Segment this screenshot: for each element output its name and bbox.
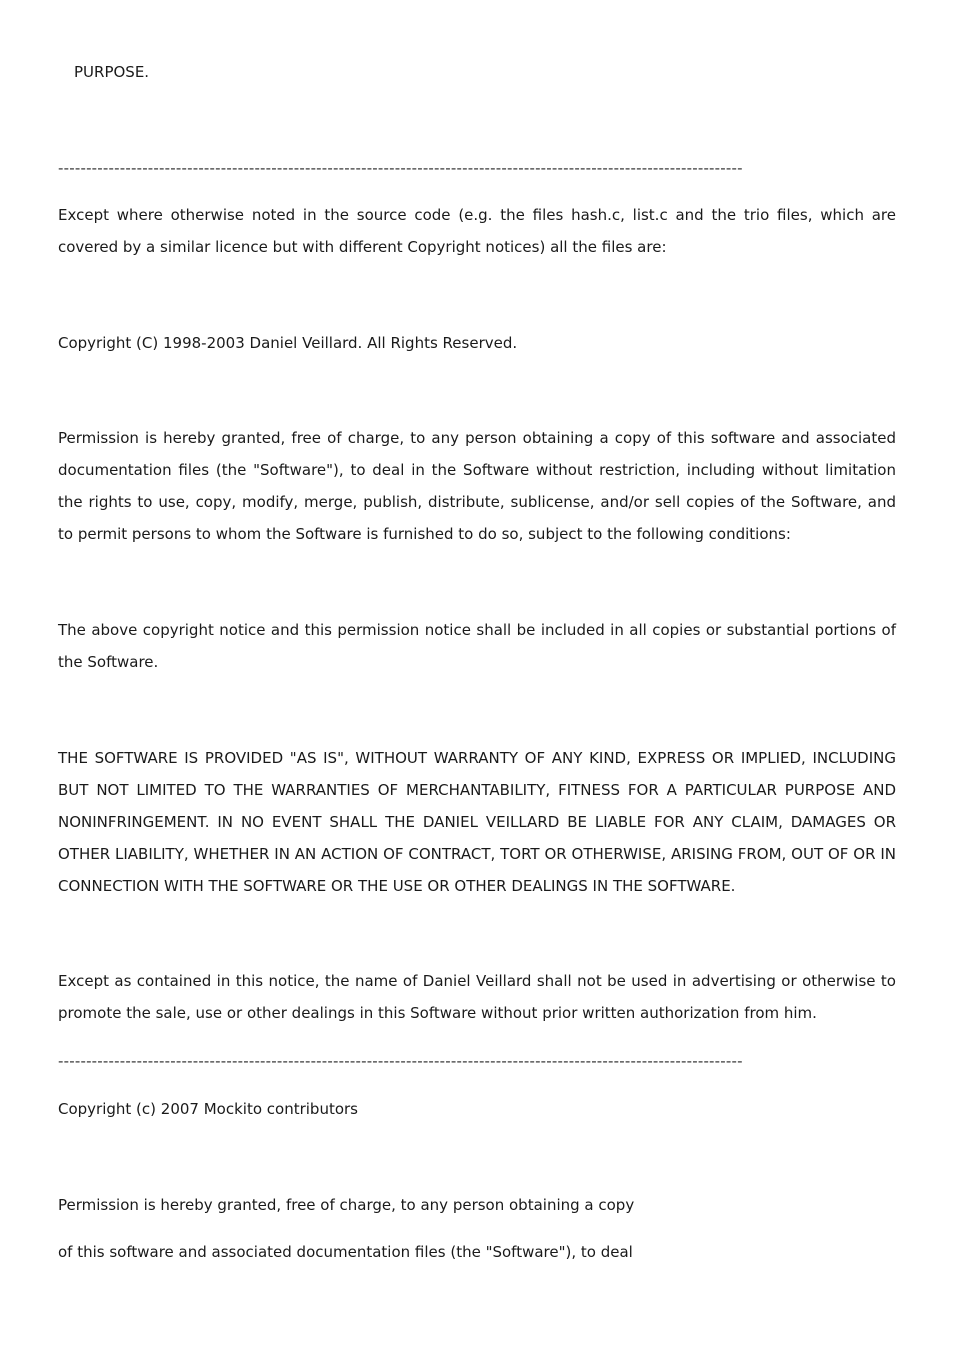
libxml-copyright-line: Copyright (C) 1998-2003 Daniel Veillard. All Rights Reserved. — [58, 334, 518, 352]
separator-top: -------------------------------------------------------------------------------------------------------------------------- — [58, 159, 743, 177]
libxml-permission-paragraph: Permission is hereby granted, free of charge, to any person obtaining a copy of this software and associated documentation files (the "Software"), to deal in the Software without restriction, including without limitation the rights to use, copy, modify, merge, publish, distribute, sublicense, and/or sell copies of the Software, and to permit persons to whom the Software is furnished to do so, subject to the following conditions: — [58, 429, 896, 543]
mockito-permission-line-1: Permission is hereby granted, free of charge, to any person obtaining a copy — [58, 1196, 635, 1214]
mockito-permission-line-2: of this software and associated documentation files (the "Software"), to deal — [58, 1243, 633, 1261]
libxml-warranty-paragraph: THE SOFTWARE IS PROVIDED "AS IS", WITHOUT WARRANTY OF ANY KIND, EXPRESS OR IMPLIED, INCLUDING BUT NOT LIMITED TO THE WARRANTIES OF MERCHANTABILITY, FITNESS FOR A PARTICULAR PURPOSE AND NONINFRINGEMENT. IN NO EVENT SHALL THE DANIEL VEILLARD BE LIABLE FOR ANY CLAIM, DAMAGES OR OTHER LIABILITY, WHETHER IN AN ACTION OF CONTRACT, TORT OR OTHERWISE, ARISING FROM, OUT OF OR IN CONNECTION WITH THE SOFTWARE OR THE USE OR OTHER DEALINGS IN THE SOFTWARE. — [58, 749, 896, 895]
libxml-notice-paragraph: Except where otherwise noted in the source code (e.g. the files hash.c, list.c and the trio files, which are covered by a similar licence but with different Copyright notices) all the files are: — [58, 206, 896, 256]
libxml-advertising-paragraph: Except as contained in this notice, the name of Daniel Veillard shall not be used in advertising or otherwise to promote the sale, use or other dealings in this Software without prior written authorization from him. — [58, 972, 896, 1022]
purpose-fragment: PURPOSE. — [74, 63, 150, 81]
mockito-copyright-line: Copyright (c) 2007 Mockito contributors — [58, 1100, 358, 1118]
separator-bottom: -------------------------------------------------------------------------------------------------------------------------- — [58, 1052, 743, 1070]
libxml-inclusion-paragraph: The above copyright notice and this permission notice shall be included in all copies or substantial portions of the Software. — [58, 621, 896, 671]
